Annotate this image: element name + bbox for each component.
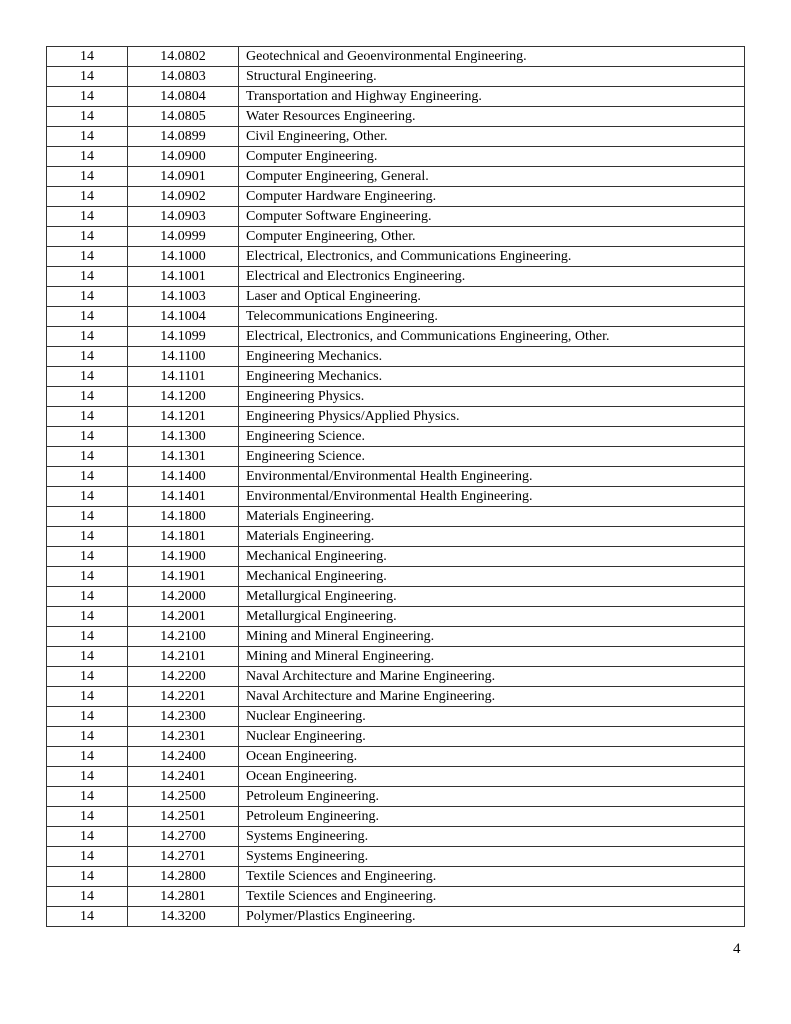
cip-code-cell: 14.1099 [128,327,239,347]
table-row [47,47,745,67]
cip-code-cell: 14.2000 [128,587,239,607]
table-row [47,187,745,207]
series-cell: 14 [47,347,128,367]
series-cell: 14 [47,387,128,407]
series-cell: 14 [47,467,128,487]
series-cell: 14 [47,187,128,207]
table-row [47,607,745,627]
program-title-cell: Textile Sciences and Engineering. [239,887,745,907]
table-row [47,527,745,547]
cip-code-cell: 14.0901 [128,167,239,187]
cip-code-cell: 14.0999 [128,227,239,247]
cip-code-cell: 14.1100 [128,347,239,367]
cip-code-cell: 14.2800 [128,867,239,887]
series-cell: 14 [47,847,128,867]
table-row [47,907,745,927]
table-row [47,287,745,307]
series-cell: 14 [47,907,128,927]
cip-code-cell: 14.2100 [128,627,239,647]
cip-code-cell: 14.1003 [128,287,239,307]
cip-code-cell: 14.1200 [128,387,239,407]
cip-code-cell: 14.1001 [128,267,239,287]
cip-code-cell: 14.2301 [128,727,239,747]
program-title-cell: Engineering Mechanics. [239,347,745,367]
table-row [47,167,745,187]
series-cell: 14 [47,107,128,127]
series-cell: 14 [47,267,128,287]
table-row [47,507,745,527]
program-title-cell: Metallurgical Engineering. [239,607,745,627]
series-cell: 14 [47,827,128,847]
table-row [47,327,745,347]
cip-code-cell: 14.1101 [128,367,239,387]
program-title-cell: Engineering Physics/Applied Physics. [239,407,745,427]
cip-code-cell: 14.1004 [128,307,239,327]
series-cell: 14 [47,887,128,907]
program-title-cell: Polymer/Plastics Engineering. [239,907,745,927]
program-title-cell: Mechanical Engineering. [239,547,745,567]
program-title-cell: Computer Engineering, General. [239,167,745,187]
table-row [47,567,745,587]
table-row [47,727,745,747]
series-cell: 14 [47,607,128,627]
series-cell: 14 [47,87,128,107]
table-body [47,47,745,927]
table-row [47,647,745,667]
table-row [47,107,745,127]
series-cell: 14 [47,247,128,267]
program-title-cell: Systems Engineering. [239,847,745,867]
series-cell: 14 [47,327,128,347]
table-row [47,127,745,147]
program-title-cell: Engineering Physics. [239,387,745,407]
program-title-cell: Structural Engineering. [239,67,745,87]
series-cell: 14 [47,127,128,147]
cip-code-cell: 14.2101 [128,647,239,667]
table-row [47,367,745,387]
program-title-cell: Electrical and Electronics Engineering. [239,267,745,287]
cip-code-cell: 14.2500 [128,787,239,807]
series-cell: 14 [47,587,128,607]
series-cell: 14 [47,527,128,547]
cip-code-cell: 14.2200 [128,667,239,687]
cip-code-cell: 14.1900 [128,547,239,567]
cip-code-cell: 14.1800 [128,507,239,527]
program-title-cell: Computer Hardware Engineering. [239,187,745,207]
program-title-cell: Materials Engineering. [239,507,745,527]
table-row [47,207,745,227]
program-title-cell: Materials Engineering. [239,527,745,547]
program-title-cell: Electrical, Electronics, and Communications Engineering. [239,247,745,267]
series-cell: 14 [47,807,128,827]
program-title-cell: Mining and Mineral Engineering. [239,627,745,647]
program-title-cell: Metallurgical Engineering. [239,587,745,607]
program-title-cell: Ocean Engineering. [239,747,745,767]
program-title-cell: Electrical, Electronics, and Communications Engineering, Other. [239,327,745,347]
series-cell: 14 [47,367,128,387]
cip-code-cell: 14.1901 [128,567,239,587]
cip-code-cell: 14.1400 [128,467,239,487]
table-row [47,267,745,287]
cip-code-cell: 14.0903 [128,207,239,227]
program-title-cell: Nuclear Engineering. [239,727,745,747]
cip-code-cell: 14.0802 [128,47,239,67]
table-row [47,827,745,847]
program-title-cell: Ocean Engineering. [239,767,745,787]
table-row [47,427,745,447]
cip-code-cell: 14.2700 [128,827,239,847]
table-row [47,307,745,327]
cip-code-cell: 14.2801 [128,887,239,907]
program-title-cell: Computer Engineering, Other. [239,227,745,247]
table-row [47,707,745,727]
cip-code-cell: 14.2701 [128,847,239,867]
table-row [47,887,745,907]
cip-code-cell: 14.2300 [128,707,239,727]
series-cell: 14 [47,727,128,747]
series-cell: 14 [47,447,128,467]
table-row [47,547,745,567]
program-title-cell: Petroleum Engineering. [239,807,745,827]
series-cell: 14 [47,707,128,727]
table-row [47,407,745,427]
table-row [47,587,745,607]
cip-code-cell: 14.1401 [128,487,239,507]
table-row [47,147,745,167]
table-row [47,247,745,267]
program-title-cell: Environmental/Environmental Health Engineering. [239,487,745,507]
table-row [47,847,745,867]
cip-code-cell: 14.3200 [128,907,239,927]
program-title-cell: Engineering Science. [239,447,745,467]
program-title-cell: Nuclear Engineering. [239,707,745,727]
series-cell: 14 [47,147,128,167]
series-cell: 14 [47,67,128,87]
cip-code-cell: 14.2400 [128,747,239,767]
program-title-cell: Computer Engineering. [239,147,745,167]
series-cell: 14 [47,667,128,687]
program-title-cell: Mechanical Engineering. [239,567,745,587]
program-title-cell: Textile Sciences and Engineering. [239,867,745,887]
cip-code-cell: 14.0900 [128,147,239,167]
series-cell: 14 [47,47,128,67]
series-cell: 14 [47,547,128,567]
series-cell: 14 [47,787,128,807]
cip-code-cell: 14.2201 [128,687,239,707]
program-title-cell: Naval Architecture and Marine Engineering. [239,687,745,707]
program-title-cell: Naval Architecture and Marine Engineering. [239,667,745,687]
table-row [47,767,745,787]
page-number: 4 [733,941,741,957]
series-cell: 14 [47,287,128,307]
series-cell: 14 [47,207,128,227]
series-cell: 14 [47,227,128,247]
cip-code-cell: 14.1201 [128,407,239,427]
series-cell: 14 [47,487,128,507]
cip-code-cell: 14.2001 [128,607,239,627]
table-row [47,487,745,507]
program-title-cell: Engineering Mechanics. [239,367,745,387]
table-row [47,787,745,807]
series-cell: 14 [47,687,128,707]
cip-code-cell: 14.2501 [128,807,239,827]
series-cell: 14 [47,627,128,647]
program-title-cell: Transportation and Highway Engineering. [239,87,745,107]
cip-code-cell: 14.1801 [128,527,239,547]
cip-code-cell: 14.1301 [128,447,239,467]
cip-code-table [46,46,745,927]
series-cell: 14 [47,427,128,447]
series-cell: 14 [47,307,128,327]
series-cell: 14 [47,507,128,527]
program-title-cell: Laser and Optical Engineering. [239,287,745,307]
table-row [47,227,745,247]
program-title-cell: Civil Engineering, Other. [239,127,745,147]
cip-code-cell: 14.2401 [128,767,239,787]
table-row [47,467,745,487]
series-cell: 14 [47,647,128,667]
cip-code-cell: 14.0805 [128,107,239,127]
table-row [47,447,745,467]
series-cell: 14 [47,167,128,187]
table-row [47,687,745,707]
table-row [47,347,745,367]
table-row [47,87,745,107]
table-row [47,747,745,767]
program-title-cell: Systems Engineering. [239,827,745,847]
series-cell: 14 [47,867,128,887]
cip-code-cell: 14.0902 [128,187,239,207]
table-row [47,67,745,87]
table-row [47,807,745,827]
program-title-cell: Petroleum Engineering. [239,787,745,807]
table-row [47,627,745,647]
series-cell: 14 [47,747,128,767]
program-title-cell: Water Resources Engineering. [239,107,745,127]
program-title-cell: Mining and Mineral Engineering. [239,647,745,667]
series-cell: 14 [47,407,128,427]
cip-code-cell: 14.0804 [128,87,239,107]
table-row [47,867,745,887]
cip-code-cell: 14.0899 [128,127,239,147]
table-row [47,667,745,687]
series-cell: 14 [47,767,128,787]
cip-code-cell: 14.0803 [128,67,239,87]
cip-code-cell: 14.1000 [128,247,239,267]
program-title-cell: Environmental/Environmental Health Engineering. [239,467,745,487]
series-cell: 14 [47,567,128,587]
program-title-cell: Telecommunications Engineering. [239,307,745,327]
program-title-cell: Engineering Science. [239,427,745,447]
program-title-cell: Computer Software Engineering. [239,207,745,227]
table-row [47,387,745,407]
cip-code-cell: 14.1300 [128,427,239,447]
program-title-cell: Geotechnical and Geoenvironmental Engineering. [239,47,745,67]
